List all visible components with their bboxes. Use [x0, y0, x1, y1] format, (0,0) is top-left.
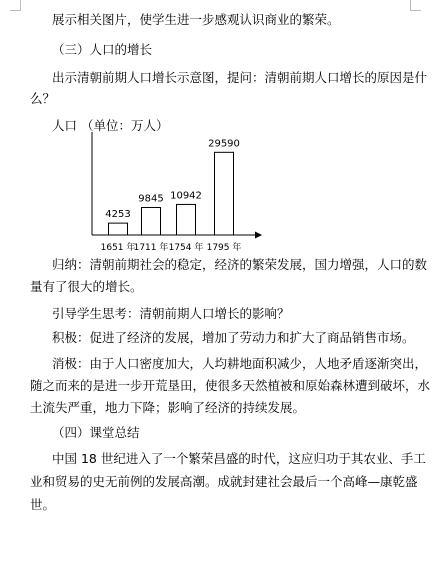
x-tick-label-1: 1711 年	[133, 243, 169, 253]
bar-3	[215, 152, 234, 235]
x-tick-label-0: 1651 年	[100, 243, 136, 253]
x-axis-arrow	[255, 232, 262, 239]
body-line-2: 引导学生思考：清朝前期人口增长的影响？	[52, 306, 290, 321]
population-bar-chart	[40, 112, 280, 258]
body-line-5: 随之而来的是进一步开荒垦田，使很多天然植被和原始森林遭到破坏，水	[30, 378, 431, 393]
body-line-7: （四）课堂总结	[52, 425, 140, 440]
body-line-4: 消极：由于人口密度加大，人均耕地面积减少，人地矛盾逐渐突出，	[52, 356, 428, 371]
bar-value-label-1: 9845	[138, 193, 164, 205]
page-corner-mark-right	[410, 0, 421, 11]
intro-line-1: （三）人口的增长	[52, 42, 153, 57]
page-corner-mark-left	[10, 0, 21, 11]
body-line-8: 中国 18 世纪进入了一个繁荣昌盛的时代，这应归功于其农业、手工	[52, 451, 426, 466]
x-tick-label-2: 1754 年	[168, 243, 204, 253]
chart-title: 人口 （单位：万人）	[52, 118, 169, 133]
body-line-3: 积极：促进了经济的发展，增加了劳动力和扩大了商品销售市场。	[52, 330, 415, 345]
body-line-10: 世。	[30, 497, 56, 512]
intro-line-2: 出示清朝前期人口增长示意图，提问：清朝前期人口增长的原因是什	[52, 70, 428, 85]
bar-1	[142, 207, 161, 235]
body-line-1: 量有了很大的增长。	[30, 279, 143, 294]
intro-line-3: 么？	[30, 91, 56, 106]
bar-value-label-2: 10942	[170, 190, 202, 202]
bar-2	[177, 204, 196, 235]
bar-value-label-0: 4253	[105, 209, 131, 221]
intro-line-0: 展示相关图片，使学生进一步感观认识商业的繁荣。	[52, 12, 340, 27]
body-line-0: 归纳：清朝前期社会的稳定，经济的繁荣发展，国力增强，人口的数	[52, 257, 428, 272]
body-line-6: 土流失严重，地力下降；影响了经济的持续发展。	[30, 400, 306, 415]
bar-value-label-3: 29590	[208, 138, 240, 150]
body-line-9: 业和贸易的史无前例的发展高潮。成就封建社会最后一个高峰—康乾盛	[30, 474, 418, 489]
bar-0	[109, 223, 128, 235]
x-tick-label-3: 1795 年	[206, 243, 242, 253]
